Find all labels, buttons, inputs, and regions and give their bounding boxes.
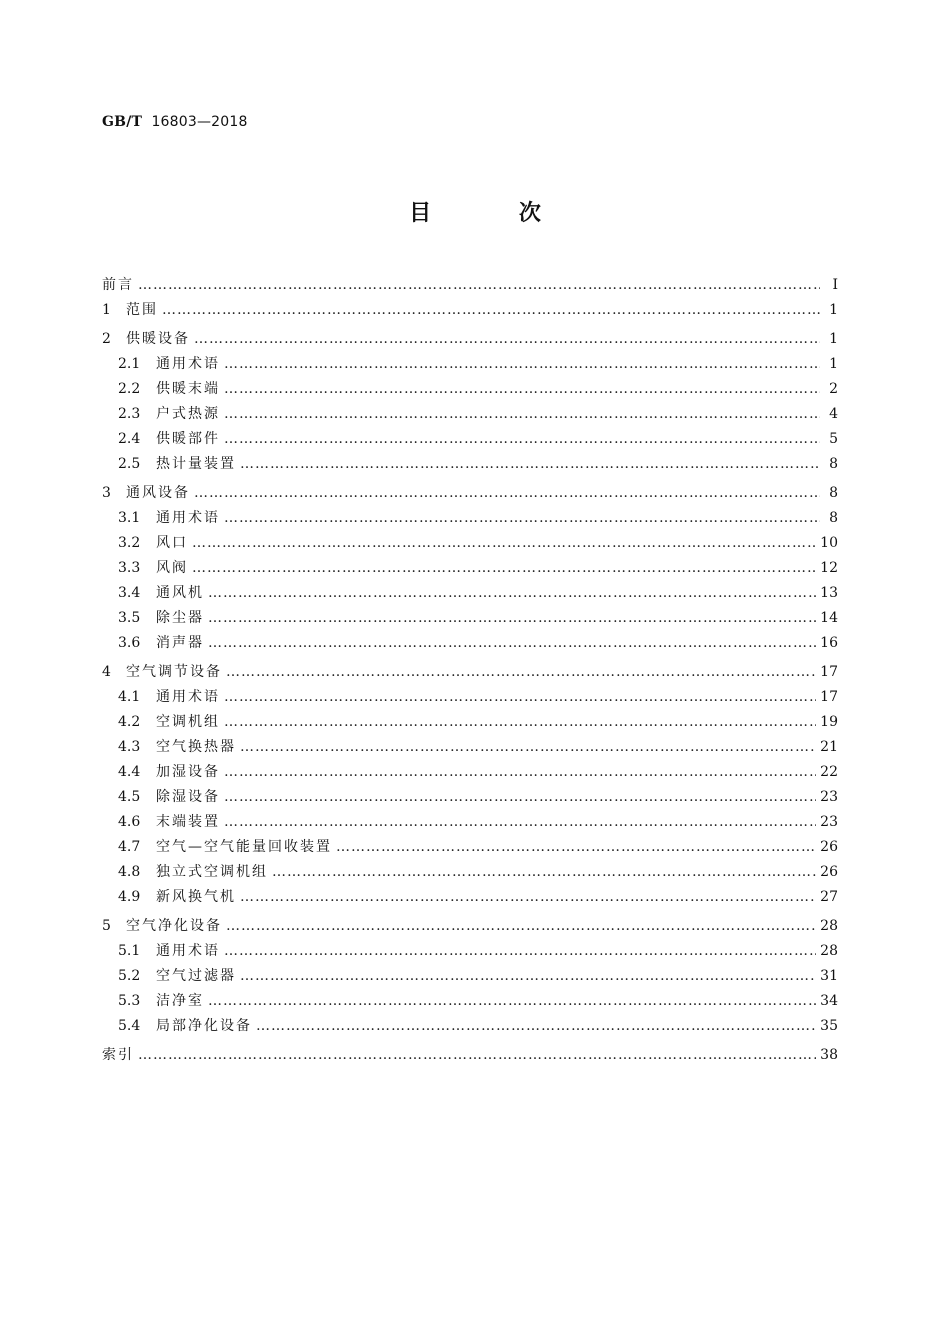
- toc-entry-number: 4.6: [118, 814, 141, 830]
- dot-leader: [224, 402, 820, 427]
- toc-entry[interactable]: [102, 1043, 838, 1068]
- toc-entry-number: 2.1: [118, 356, 141, 372]
- toc-entry[interactable]: [102, 452, 838, 477]
- toc-entry-number: 2.4: [118, 431, 141, 447]
- toc-entry-number: 3.5: [118, 610, 141, 626]
- toc-entry-number: 5.1: [118, 943, 141, 959]
- dot-leader: [226, 660, 816, 685]
- toc-entry-page: 17: [820, 689, 838, 705]
- toc-entry-page: 10: [820, 535, 838, 551]
- toc-entry[interactable]: [102, 964, 838, 989]
- dot-leader: [240, 735, 816, 760]
- toc-entry-label: 洁净室: [156, 993, 204, 1009]
- toc-entry-page: 1: [829, 302, 838, 318]
- toc-entry-number: 4.5: [118, 789, 141, 805]
- dot-leader: [224, 810, 816, 835]
- dot-leader: [224, 352, 820, 377]
- toc-entry-page: 26: [820, 839, 838, 855]
- toc-entry-page: 19: [820, 714, 838, 730]
- dot-leader: [256, 1014, 816, 1039]
- toc-entry-label: 索引: [102, 1047, 134, 1063]
- toc-entry[interactable]: [102, 402, 838, 427]
- toc-entry-page: 21: [820, 739, 838, 755]
- toc-entry-label: 空气过滤器: [156, 968, 236, 984]
- toc-entry-label: 除湿设备: [156, 789, 220, 805]
- toc-entry-page: 23: [820, 814, 838, 830]
- toc-entry-page: 1: [829, 331, 838, 347]
- dot-leader: [194, 327, 820, 352]
- toc-entry-number: 3.2: [118, 535, 141, 551]
- toc-entry-number: 3.1: [118, 510, 141, 526]
- toc-entry[interactable]: [102, 810, 838, 835]
- toc-entry-label: 通用术语: [156, 689, 220, 705]
- toc-entry-number: 5: [102, 918, 111, 934]
- toc-entry-label: 通用术语: [156, 943, 220, 959]
- toc-entry[interactable]: [102, 581, 838, 606]
- dot-leader: [208, 631, 816, 656]
- toc-entry-label: 供暖末端: [156, 381, 220, 397]
- toc-entry-label: 空气调节设备: [126, 664, 222, 680]
- toc-entry-label: 范围: [126, 302, 158, 318]
- toc-entry-label: 独立式空调机组: [156, 864, 268, 880]
- dot-leader: [224, 377, 820, 402]
- toc-entry-label: 通用术语: [156, 510, 220, 526]
- toc-entry[interactable]: [102, 273, 838, 298]
- toc-entry-number: 2: [102, 331, 111, 347]
- toc-entry-page: 23: [820, 789, 838, 805]
- dot-leader: [208, 606, 816, 631]
- dot-leader: [224, 685, 816, 710]
- toc-entry[interactable]: [102, 531, 838, 556]
- toc-entry-page: 8: [829, 456, 838, 472]
- toc-entry-label: 户式热源: [156, 406, 220, 422]
- toc-entry-page: 28: [820, 943, 838, 959]
- toc-entry-page: 38: [820, 1047, 838, 1063]
- toc-entry-label: 消声器: [156, 635, 204, 651]
- toc-entry[interactable]: [102, 506, 838, 531]
- standard-prefix: GB/T: [102, 114, 143, 130]
- toc-entry[interactable]: [102, 760, 838, 785]
- toc-entry-page: 13: [820, 585, 838, 601]
- dot-leader: [138, 1043, 816, 1068]
- toc-entry-number: 2.3: [118, 406, 141, 422]
- toc-entry-page: 28: [820, 918, 838, 934]
- dot-leader: [224, 710, 816, 735]
- toc-entry-page: 4: [829, 406, 838, 422]
- toc-entry-label: 前言: [102, 277, 134, 293]
- dot-leader: [192, 531, 816, 556]
- toc-entry-page: 8: [829, 510, 838, 526]
- dot-leader: [240, 885, 816, 910]
- toc-entry[interactable]: [102, 606, 838, 631]
- toc-entry-number: 4.3: [118, 739, 141, 755]
- dot-leader: [240, 452, 820, 477]
- toc-entry-page: 1: [829, 356, 838, 372]
- toc-entry-label: 空气净化设备: [126, 918, 222, 934]
- dot-leader: [272, 860, 816, 885]
- toc-entry[interactable]: [102, 735, 838, 760]
- toc-entry-number: 5.4: [118, 1018, 141, 1034]
- toc-entry-label: 通风机: [156, 585, 204, 601]
- toc-entry-page: 34: [820, 993, 838, 1009]
- toc-entry-page: 17: [820, 664, 838, 680]
- dot-leader: [226, 914, 816, 939]
- toc-entry[interactable]: [102, 631, 838, 656]
- toc-entry-number: 2.2: [118, 381, 141, 397]
- toc-entry-number: 3.6: [118, 635, 141, 651]
- toc-entry-label: 风阀: [156, 560, 188, 576]
- toc-entry[interactable]: [102, 1014, 838, 1039]
- dot-leader: [192, 556, 816, 581]
- toc-entry[interactable]: [102, 481, 838, 506]
- toc-entry-label: 供暖部件: [156, 431, 220, 447]
- toc-entry[interactable]: [102, 835, 838, 860]
- toc-entry-page: 5: [829, 431, 838, 447]
- toc-entry-label: 通风设备: [126, 485, 190, 501]
- toc-entry-number: 1: [102, 302, 111, 318]
- toc-entry-label: 加湿设备: [156, 764, 220, 780]
- toc-entry-page: Ⅰ: [832, 277, 838, 293]
- toc-entry[interactable]: [102, 785, 838, 810]
- toc-entry[interactable]: [102, 352, 838, 377]
- toc-entry-page: 26: [820, 864, 838, 880]
- toc-entry[interactable]: [102, 914, 838, 939]
- toc-entry-page: 27: [820, 889, 838, 905]
- toc-entry[interactable]: [102, 685, 838, 710]
- toc-entry-label: 空气—空气能量回收装置: [156, 839, 332, 855]
- dot-leader: [208, 581, 816, 606]
- dot-leader: [240, 964, 816, 989]
- toc-entry[interactable]: [102, 427, 838, 452]
- toc-entry[interactable]: [102, 556, 838, 581]
- toc-entry[interactable]: [102, 939, 838, 964]
- toc-entry-number: 4: [102, 664, 111, 680]
- toc-entry-number: 5.3: [118, 993, 141, 1009]
- toc-entry-number: 4.8: [118, 864, 141, 880]
- dot-leader: [138, 273, 820, 298]
- toc-entry-page: 14: [820, 610, 838, 626]
- dot-leader: [224, 427, 820, 452]
- dot-leader: [208, 989, 816, 1014]
- toc-entry[interactable]: [102, 710, 838, 735]
- dot-leader: [336, 835, 816, 860]
- toc-entry-number: 4.4: [118, 764, 141, 780]
- toc-entry-number: 3: [102, 485, 111, 501]
- toc-entry-label: 新风换气机: [156, 889, 236, 905]
- toc-entry-label: 除尘器: [156, 610, 204, 626]
- dot-leader: [224, 785, 816, 810]
- dot-leader: [224, 939, 816, 964]
- toc-entry[interactable]: [102, 989, 838, 1014]
- dot-leader: [224, 760, 816, 785]
- toc-entry-label: 供暖设备: [126, 331, 190, 347]
- toc-entry-number: 4.9: [118, 889, 141, 905]
- toc-entry-label: 风口: [156, 535, 188, 551]
- toc-entry-number: 4.1: [118, 689, 141, 705]
- toc-entry-page: 35: [820, 1018, 838, 1034]
- toc-entry[interactable]: [102, 298, 838, 323]
- dot-leader: [162, 298, 820, 323]
- dot-leader: [224, 506, 820, 531]
- table-of-contents: [102, 273, 838, 1068]
- toc-entry-page: 16: [820, 635, 838, 651]
- toc-entry-number: 4.7: [118, 839, 141, 855]
- toc-entry-label: 空气换热器: [156, 739, 236, 755]
- toc-entry-label: 通用术语: [156, 356, 220, 372]
- toc-entry-number: 3.4: [118, 585, 141, 601]
- toc-title: 目 次: [409, 200, 581, 226]
- toc-entry-number: 4.2: [118, 714, 141, 730]
- toc-entry-page: 31: [820, 968, 838, 984]
- toc-entry-number: 5.2: [118, 968, 141, 984]
- toc-entry[interactable]: [102, 860, 838, 885]
- dot-leader: [194, 481, 820, 506]
- toc-entry-page: 2: [829, 381, 838, 397]
- toc-entry[interactable]: [102, 660, 838, 685]
- toc-entry-page: 22: [820, 764, 838, 780]
- toc-entry-page: 12: [820, 560, 838, 576]
- standard-code: [102, 114, 248, 130]
- toc-entry[interactable]: [102, 327, 838, 352]
- toc-entry-number: 2.5: [118, 456, 141, 472]
- toc-entry-label: 局部净化设备: [156, 1018, 252, 1034]
- toc-entry-page: 8: [829, 485, 838, 501]
- toc-entry-label: 空调机组: [156, 714, 220, 730]
- toc-entry[interactable]: [102, 377, 838, 402]
- toc-entry-number: 3.3: [118, 560, 141, 576]
- toc-entry-label: 末端装置: [156, 814, 220, 830]
- standard-number: 16803—2018: [151, 114, 248, 130]
- toc-entry-label: 热计量装置: [156, 456, 236, 472]
- toc-entry[interactable]: [102, 885, 838, 910]
